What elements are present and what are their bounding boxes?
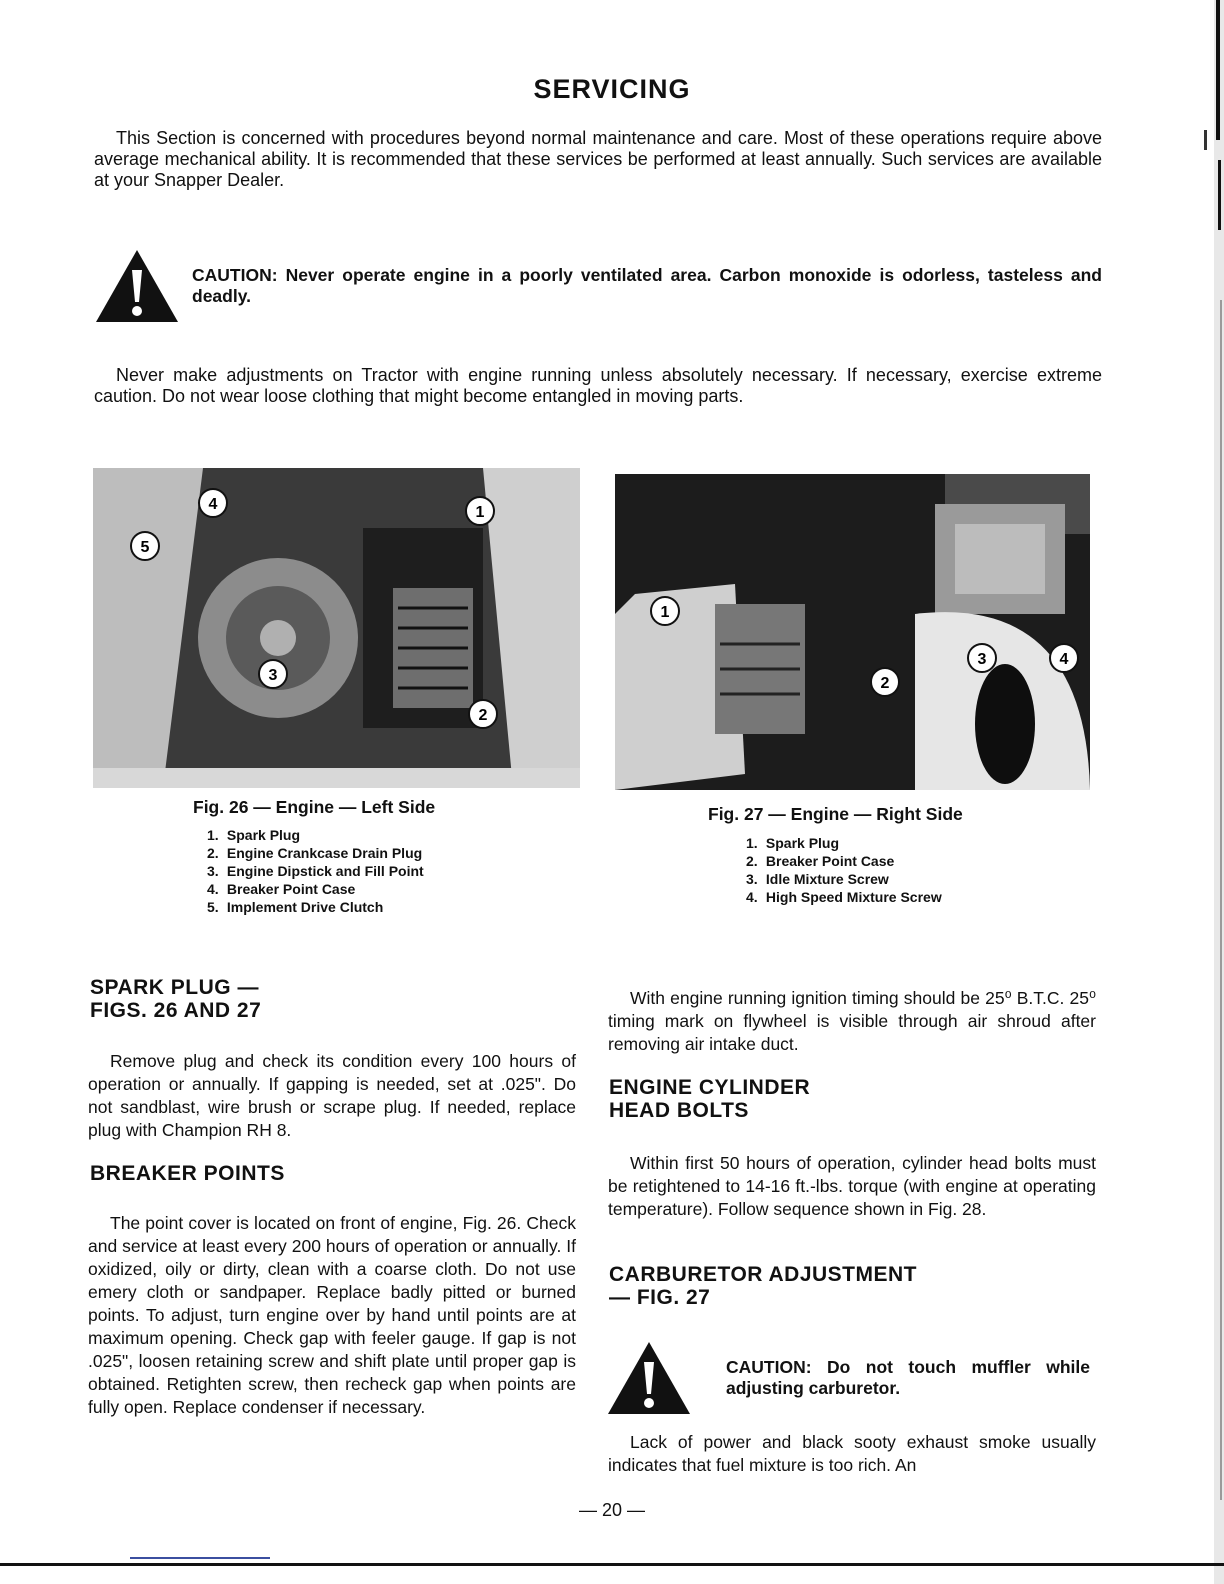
fig27-legend-item: 4. High Speed Mixture Screw: [746, 889, 942, 905]
warning-triangle-icon: [606, 1340, 692, 1416]
fig27-callout-1: [651, 597, 679, 625]
fig26-callout-3-label: 3: [268, 667, 278, 684]
fig26-callout-3: [259, 660, 287, 688]
breaker-points-text: The point cover is located on front of engine, Fig. 26. Check and service at least every 200 hours of operation or annually. If oxidized, oily or dirty, clean with a coarse cloth. Do not use emery cloth or sandpaper. Replace badly pitted or burned points. To adjust, turn engine over by hand until points are at maximum opening. Check gap with feeler gauge. If gap is not .025", loosen retaining screw and shift plate until proper gap is obtained. Retighten screw, then recheck gap when points are fully open. Replace condenser if necessary.: [88, 1213, 576, 1417]
page-title: SERVICING: [533, 74, 691, 104]
scan-edge-strip: [1200, 0, 1224, 1584]
scan-blue-mark: [130, 1557, 270, 1559]
fig26-legend-item: 2. Engine Crankcase Drain Plug: [207, 845, 423, 861]
fig26-legend-item: 1. Spark Plug: [207, 827, 301, 843]
fig27-legend-item: 2. Breaker Point Case: [746, 853, 895, 869]
head-bolts-text: Within first 50 hours of operation, cylinder head bolts must be retightened to 14-16 ft.-lbs. torque (with engine at operating temperature). Follow sequence shown in Fig. 28.: [608, 1153, 1096, 1219]
breaker-points-heading: BREAKER POINTS: [90, 1162, 285, 1185]
fig27-callout-1-label: 1: [660, 604, 670, 621]
ignition-timing-text: With engine running ignition timing should be 25⁰ B.T.C. 25⁰ timing mark on flywheel is visible through air shroud after removing air intake duct.: [608, 988, 1096, 1054]
caution-block-muffler: [606, 1340, 1096, 1416]
page-number: — 20 —: [578, 1500, 646, 1520]
fig27-callout-4-label: 4: [1059, 651, 1069, 668]
fig26-callout-4-label: 4: [208, 496, 218, 513]
fig26-engine-photo: [93, 468, 580, 788]
fig26-callout-1-label: 1: [475, 504, 485, 521]
caution-text-muffler: CAUTION: Do not touch muffler while adjusting carburetor.: [726, 1357, 1090, 1398]
fig27-engine-photo: [615, 474, 1090, 790]
fig26-callout-5: [131, 532, 159, 560]
carburetor-heading: CARBURETOR ADJUSTMENT — FIG. 27: [609, 1263, 918, 1309]
fig26-caption: Fig. 26 — Engine — Left Side: [193, 797, 436, 817]
fig26-callout-1: [466, 497, 494, 525]
fuel-mixture-text: Lack of power and black sooty exhaust smoke usually indicates that fuel mixture is too rich. An: [608, 1432, 1096, 1475]
fig27-legend: [746, 834, 942, 906]
fig27-callout-2: [871, 668, 899, 696]
fig27-legend-item: 3. Idle Mixture Screw: [746, 871, 889, 887]
head-bolts-heading: ENGINE CYLINDER HEAD BOLTS: [609, 1076, 811, 1122]
fig26-callout-5-label: 5: [140, 539, 150, 556]
intro-paragraph: This Section is concerned with procedures beyond normal maintenance and care. Most of these operations require above average mechanical ability. It is recommended that these services be performed at least annually. Such services are available at your Snapper Dealer.: [94, 128, 1102, 190]
fig27-callout-2-label: 2: [880, 675, 890, 692]
fig26-legend-item: 5. Implement Drive Clutch: [207, 899, 384, 915]
spark-plug-heading: SPARK PLUG — FIGS. 26 AND 27: [90, 976, 262, 1022]
fig26-legend: [207, 826, 424, 916]
never-adjust-paragraph: Never make adjustments on Tractor with engine running unless absolutely necessary. If necessary, exercise extreme caution. Do not wear loose clothing that might become entangled in moving parts.: [94, 365, 1102, 406]
fig26-callout-2-label: 2: [478, 707, 488, 724]
fig27-callout-4: [1050, 644, 1078, 672]
fig27-callout-3: [968, 644, 996, 672]
spark-plug-text: Remove plug and check its condition every 100 hours of operation or annually. If gapping is needed, set at .025". Do not sandblast, wire brush or scrape plug. If needed, replace plug with Champion RH 8.: [88, 1051, 576, 1140]
warning-triangle-icon: [94, 248, 180, 324]
fig26-legend-item: 3. Engine Dipstick and Fill Point: [207, 863, 424, 879]
fig27-caption: Fig. 27 — Engine — Right Side: [708, 804, 963, 824]
fig27-callout-3-label: 3: [977, 651, 987, 668]
caution-text-ventilation: CAUTION: Never operate engine in a poorly ventilated area. Carbon monoxide is odorless, tasteless and deadly.: [192, 265, 1102, 306]
scan-bottom-line: [0, 1563, 1224, 1566]
caution-block-ventilation: [94, 248, 1102, 324]
fig27-legend-item: 1. Spark Plug: [746, 835, 840, 851]
fig26-callout-4: [199, 489, 227, 517]
fig26-legend-item: 4. Breaker Point Case: [207, 881, 356, 897]
fig26-callout-2: [469, 700, 497, 728]
